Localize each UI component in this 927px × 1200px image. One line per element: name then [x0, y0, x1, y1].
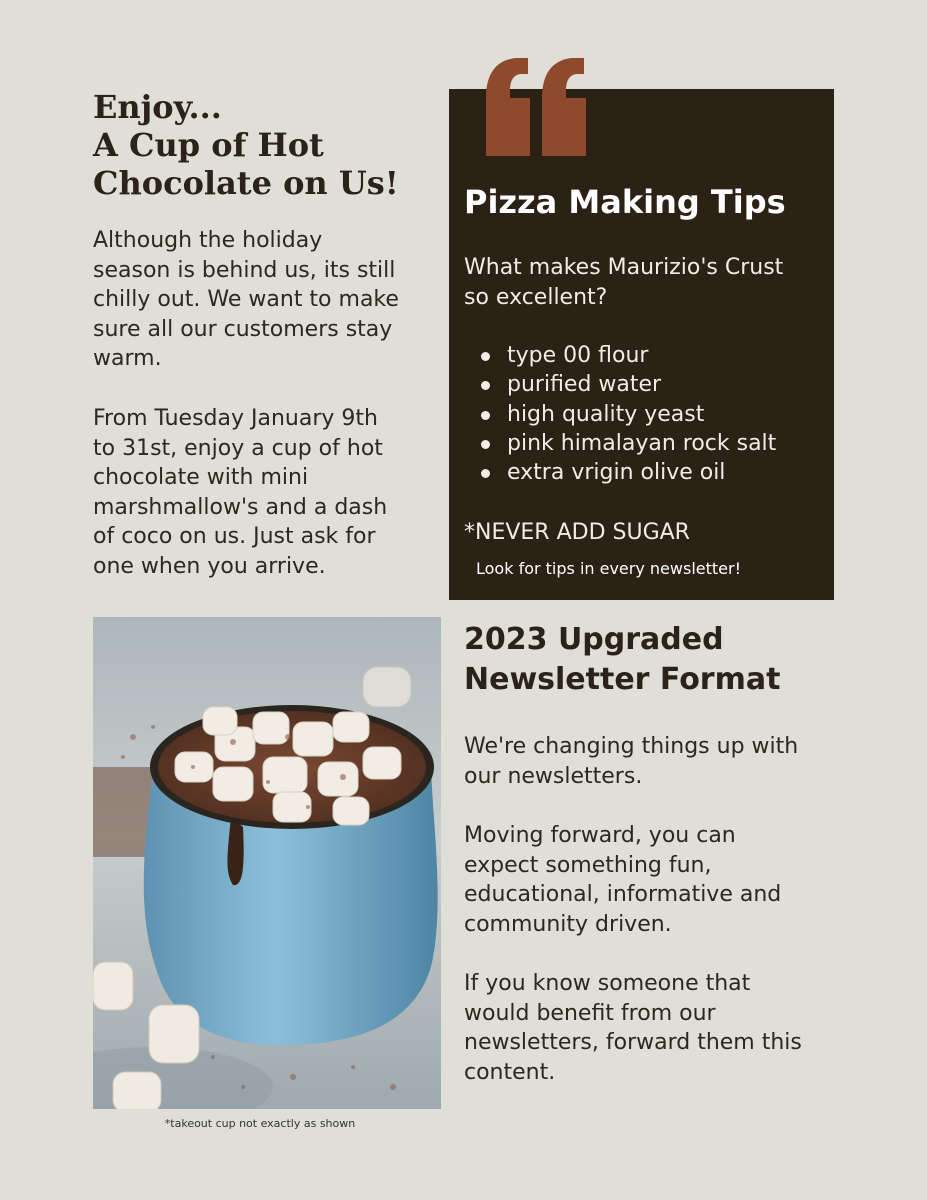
text-line: marshmallow's and a dash	[93, 494, 388, 520]
text-line: to 31st, enjoy a cup of hot	[93, 435, 383, 461]
hot-chocolate-illustration	[93, 617, 441, 1109]
text-line: chocolate with mini	[93, 465, 309, 490]
tips-question	[464, 253, 824, 312]
list-item: extra vrigin olive oil	[464, 458, 824, 487]
text-line: educational, informative and	[464, 882, 782, 907]
tips-list	[464, 341, 824, 487]
photo-caption: *takeout cup not exactly as shown	[164, 1117, 356, 1130]
intro-heading	[93, 88, 423, 202]
hot-chocolate-photo	[93, 617, 441, 1109]
list-item: high quality yeast	[464, 400, 824, 429]
newsletter-paragraph-1	[464, 732, 844, 791]
list-item: type 00 flour	[464, 341, 824, 370]
intro-heading-line: Chocolate on Us!	[93, 164, 399, 202]
heading-line: 2023 Upgraded	[464, 622, 724, 657]
text-line: We're changing things up with	[464, 734, 799, 759]
text-line: would benefit from our	[464, 1000, 716, 1026]
text-line: so excellent?	[464, 284, 608, 310]
text-line: our newsletters.	[464, 763, 643, 789]
text-line: If you know someone that	[464, 971, 751, 996]
quote-mark-icon	[478, 40, 598, 160]
tips-footer: Look for tips in every newsletter!	[476, 559, 741, 578]
text-line: newsletters, forward them this	[464, 1030, 802, 1055]
newsletter-paragraph-3	[464, 969, 844, 1087]
newsletter-heading	[464, 620, 844, 700]
list-item: pink himalayan rock salt	[464, 429, 824, 458]
tips-warning: *NEVER ADD SUGAR	[464, 520, 690, 545]
heading-line: Newsletter Format	[464, 662, 781, 697]
text-line: From Tuesday January 9th	[93, 406, 378, 431]
text-line: What makes Maurizio's Crust	[464, 255, 784, 280]
text-line: chilly out. We want to make	[93, 287, 399, 312]
text-line: warm.	[93, 346, 162, 371]
text-line: of coco on us. Just ask for	[93, 524, 376, 549]
intro-paragraph-2	[93, 404, 433, 581]
intro-heading-line: A Cup of Hot	[93, 126, 324, 164]
text-line: sure all our customers stay	[93, 316, 393, 342]
text-line: season is behind us, its still	[93, 257, 396, 283]
list-item: purified water	[464, 370, 824, 399]
text-line: content.	[464, 1059, 556, 1085]
text-line: Moving forward, you can	[464, 823, 736, 848]
text-line: expect something fun,	[464, 852, 712, 878]
intro-heading-line: Enjoy...	[93, 88, 222, 126]
text-line: one when you arrive.	[93, 553, 326, 579]
newsletter-paragraph-2	[464, 821, 844, 939]
text-line: Although the holiday	[93, 228, 323, 253]
tips-title: Pizza Making Tips	[464, 183, 786, 221]
intro-paragraph-1	[93, 226, 433, 374]
text-line: community driven.	[464, 911, 672, 937]
